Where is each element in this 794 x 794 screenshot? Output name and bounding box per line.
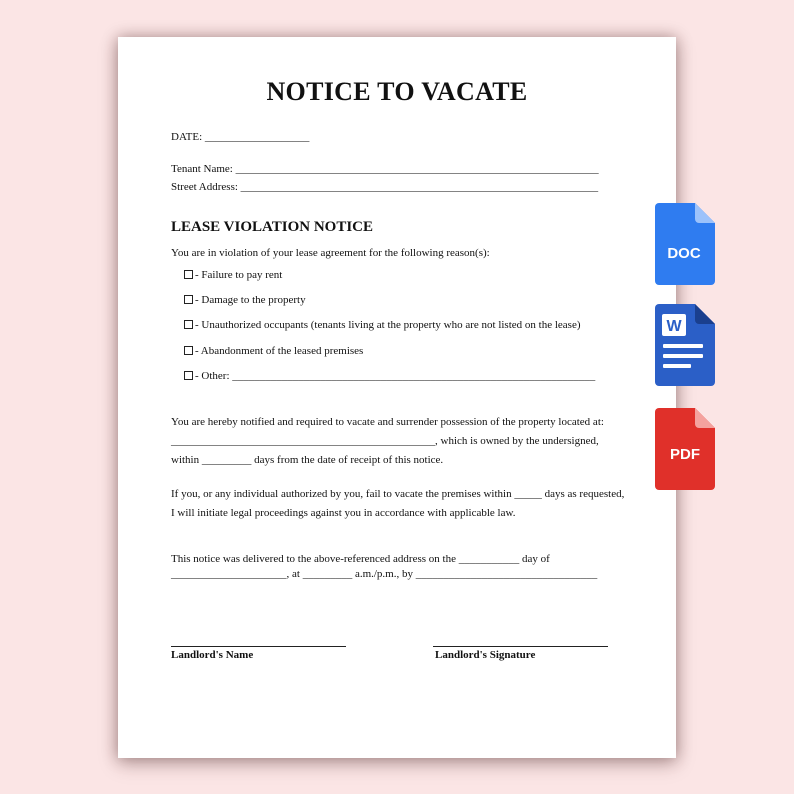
reason-item [184,294,306,307]
landlord-name-line [171,646,346,647]
pdf-label: PDF [670,446,700,463]
doc-file-icon [655,203,715,285]
pdf-file-icon [655,408,715,490]
delivery-line-1: This notice was delivered to the above-referenced address on the ___________ day of [171,553,550,565]
reason-item [184,269,282,282]
street-address-field: Street Address: _________________________________________________________________ [171,181,599,193]
reason-label: - Other: __________________________________________________________________ [195,370,596,382]
reason-label: - Abandonment of the leased premises [195,345,364,357]
reason-item [184,345,363,358]
notify-line-1: You are hereby notified and required to vacate and surrender possession of the property located at: [171,416,604,428]
reason-item [184,319,581,332]
date-field: DATE: ___________________ [171,131,310,143]
checkbox [184,371,193,380]
reason-label: - Failure to pay rent [195,269,283,281]
doc-label: DOC [667,245,701,262]
checkbox [184,270,193,279]
notify-line-2: ________________________________________________, which is owned by the undersigned, [171,435,599,447]
word-file-icon [655,304,715,386]
landlord-signature-line [433,646,608,647]
section-heading: LEASE VIOLATION NOTICE [171,219,374,235]
checkbox [184,295,193,304]
legal-line-1: If you, or any individual authorized by you, fail to vacate the premises within _____ days as requested, [171,488,625,500]
tenant-name-field: Tenant Name: __________________________________________________________________ [171,163,599,175]
checkbox [184,320,193,329]
checkbox [184,346,193,355]
reason-label: - Unauthorized occupants (tenants living at the property who are not listed on the lease) [195,319,581,331]
landlord-signature-label: Landlord's Signature [435,649,536,661]
reason-item [184,370,595,383]
legal-line-2: I will initiate legal proceedings against you in accordance with applicable law. [171,507,516,519]
word-letter: W [666,318,682,335]
delivery-line-2: _____________________, at _________ a.m./p.m., by _________________________________ [171,568,598,580]
page-title: NOTICE TO VACATE [266,77,528,106]
landlord-name-label: Landlord's Name [171,649,254,661]
reason-label: - Damage to the property [195,294,306,306]
violation-intro: You are in violation of your lease agreement for the following reason(s): [171,247,490,259]
notify-line-3: within _________ days from the date of receipt of this notice. [171,454,444,466]
document-page [118,37,676,758]
